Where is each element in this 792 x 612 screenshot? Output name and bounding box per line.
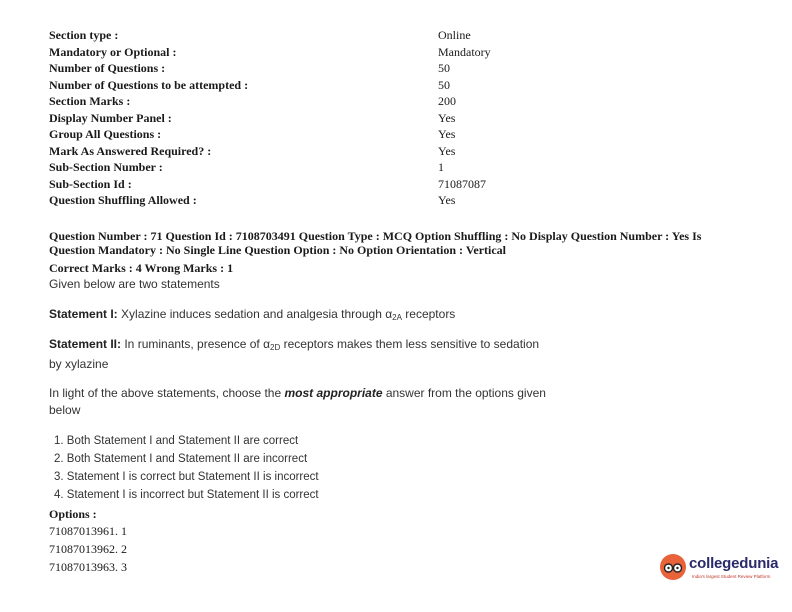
answer-choice: 2. Both Statement I and Statement II are incorrect [54, 453, 308, 465]
info-row [49, 94, 609, 111]
info-key: Sub-Section Number : [49, 160, 163, 174]
info-value: Yes [438, 143, 456, 158]
info-row [49, 127, 609, 144]
info-key: Sub-Section Id : [49, 176, 132, 191]
answer-choice: 3. Statement I is correct but Statement II is incorrect [54, 471, 319, 483]
answer-choice: 4. Statement I is incorrect but Statement II is correct [54, 489, 319, 501]
statement-1-label: Statement I: [49, 307, 118, 321]
info-value: Yes [438, 110, 456, 125]
statement-2-line-2: by xylazine [49, 357, 109, 371]
info-key: Number of Questions : [49, 61, 166, 75]
statement-2-subscript: 2D [270, 343, 281, 352]
info-row [49, 28, 609, 45]
instruction-text: In light of the above statements, choose the [49, 386, 285, 400]
question-intro: Given below are two statements [49, 277, 220, 291]
question-header [49, 230, 739, 257]
info-row [49, 160, 609, 177]
info-value: 1 [438, 160, 444, 174]
answer-choice: 1. Both Statement I and Statement II are correct [54, 435, 299, 447]
info-value: Mandatory [438, 44, 491, 59]
info-row [49, 45, 609, 62]
info-row [49, 78, 609, 95]
info-key: Mark As Answered Required? : [49, 143, 212, 158]
instruction-text-end: answer from the options given [382, 386, 546, 400]
marks-line: Correct Marks : 4 Wrong Marks : 1 [49, 261, 234, 275]
info-value: Online [438, 28, 471, 42]
glasses-face-icon [663, 562, 683, 576]
info-key: Number of Questions to be attempted : [49, 77, 249, 92]
instruction-line-2: below [49, 403, 81, 417]
statement-1-text-end: receptors [401, 307, 456, 321]
option-id: 71087013963. 3 [49, 560, 127, 574]
logo-tagline: India's largest Student Review Platform [692, 574, 771, 579]
question-instruction [49, 385, 546, 419]
statement-2-text-end: receptors makes them less sensitive to sedation [280, 337, 540, 351]
info-key: Mandatory or Optional : [49, 44, 177, 59]
collegedunia-logo [660, 552, 780, 588]
logo-wordmark: collegedunia [689, 555, 779, 572]
info-key: Display Number Panel : [49, 110, 172, 125]
info-value: 50 [438, 61, 450, 75]
info-key: Group All Questions : [49, 127, 162, 141]
statement-1-text: Xylazine induces sedation and analgesia through α [117, 307, 393, 321]
info-row [49, 111, 609, 128]
info-value: Yes [438, 127, 456, 141]
instruction-emphasis: most appropriate [284, 386, 383, 400]
statement-2-label: Statement II: [49, 337, 122, 351]
info-row [49, 61, 609, 78]
statement-2-text: In ruminants, presence of α [121, 337, 271, 351]
statement-1 [49, 306, 455, 326]
info-value: 200 [438, 94, 456, 108]
info-key: Section Marks : [49, 94, 131, 108]
info-key: Question Shuffling Allowed : [49, 193, 197, 207]
info-value: Yes [438, 193, 456, 207]
statement-2 [49, 336, 539, 373]
option-id: 71087013961. 1 [49, 524, 127, 538]
answer-choices [54, 433, 319, 505]
section-info-table [49, 28, 609, 210]
info-key: Section type : [49, 28, 119, 42]
option-id: 71087013962. 2 [49, 542, 127, 556]
info-row [49, 144, 609, 161]
options-label: Options : [49, 507, 97, 521]
info-value: 71087087 [438, 176, 486, 191]
info-value: 50 [438, 77, 450, 92]
question-header-line-2: Question Mandatory : No Single Line Question Option : No Option Orientation : Vertical [49, 242, 507, 257]
statement-1-subscript: 2A [392, 313, 402, 322]
logo-badge-icon [660, 554, 686, 580]
info-row [49, 193, 609, 210]
question-header-line-1: Question Number : 71 Question Id : 7108703491 Question Type : MCQ Option Shuffling : No Display Question Number : Yes Is [49, 229, 702, 243]
info-row [49, 177, 609, 194]
